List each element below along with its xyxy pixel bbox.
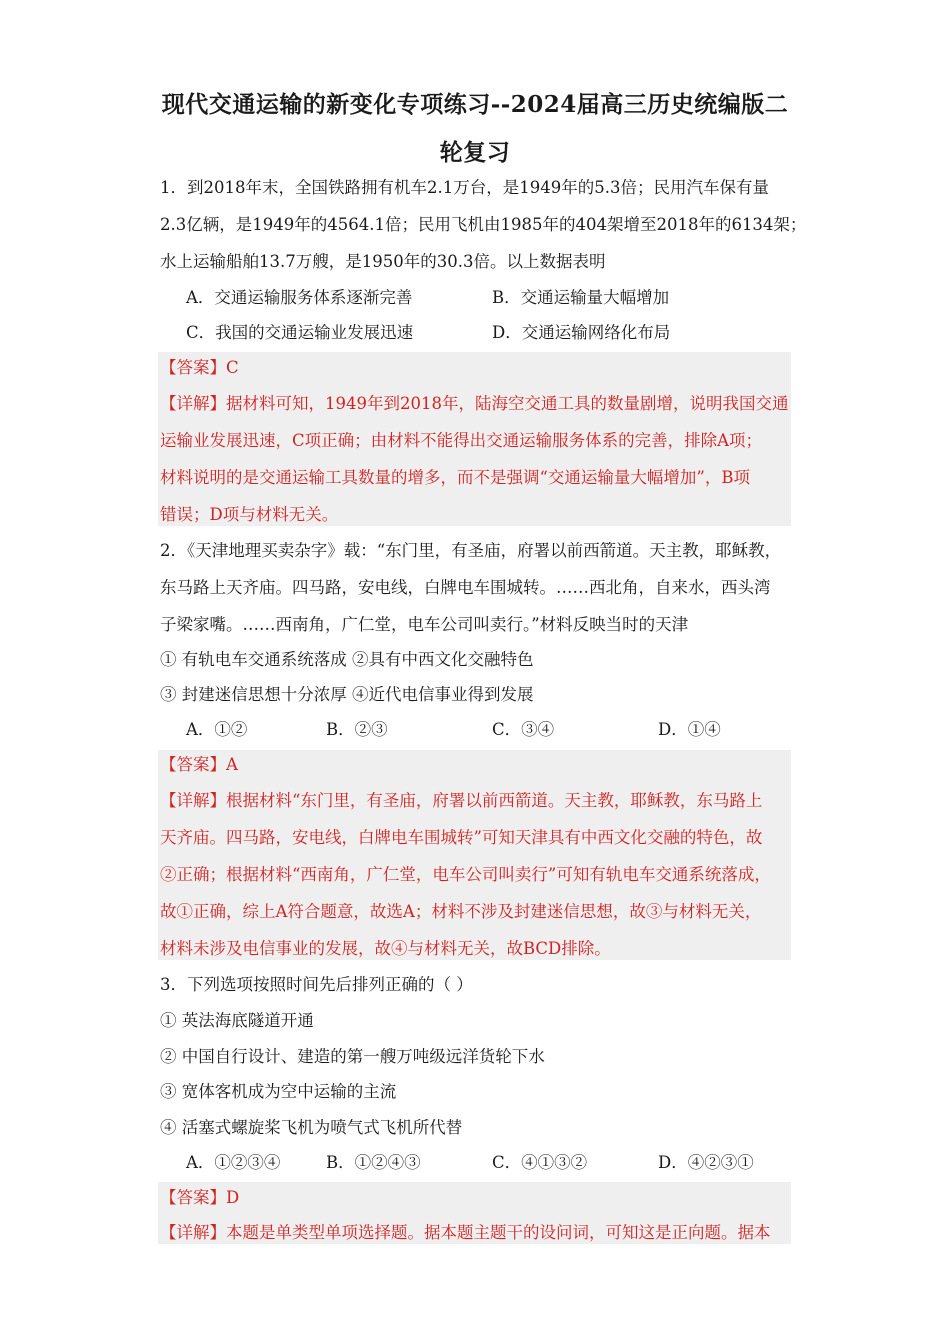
- q2-option-b: B．②③: [326, 720, 388, 739]
- q1-detail-line-4: 错误；D项与材料无关。: [160, 505, 339, 524]
- q3-stem: 3．下列选项按照时间先后排列正确的（ ）: [160, 975, 473, 994]
- page-title-continued: 轮复习: [439, 139, 511, 166]
- q3-item-1: ① 英法海底隧道开通: [160, 1011, 314, 1030]
- q1-stem-line-3: 水上运输船舶13.7万艘，是1950年的30.3倍。以上数据表明: [160, 252, 606, 271]
- q2-detail-line-1: 【详解】根据材料“东门里，有圣庙，府署以前西箭道。天主教，耶稣教，东马路上: [160, 791, 763, 810]
- q2-option-c: C．③④: [492, 720, 555, 739]
- q1-option-c: C．我国的交通运输业发展迅速: [186, 323, 414, 342]
- q2-option-d: D．①④: [658, 720, 721, 739]
- q3-option-d: D．④②③①: [658, 1153, 754, 1172]
- q2-detail-line-2: 天齐庙。四马路，安电线，白牌电车围城转”可知天津具有中西文化交融的特色，故: [160, 828, 763, 847]
- q1-option-d: D．交通运输网络化布局: [492, 323, 671, 342]
- q2-detail-line-3: ②正确；根据材料“西南角，广仁堂，电车公司叫卖行”可知有轨电车交通系统落成，: [160, 865, 771, 884]
- page-title: 现代交通运输的新变化专项练习--2024届高三历史统编版二: [161, 91, 789, 118]
- q2-answer-box: [158, 750, 791, 960]
- q3-answer: 【答案】D: [160, 1188, 240, 1207]
- q3-item-3: ③ 宽体客机成为空中运输的主流: [160, 1082, 397, 1101]
- q1-detail-line-2: 运输业发展迅速，C项正确；由材料不能得出交通运输服务体系的完善，排除A项；: [160, 431, 763, 450]
- q1-option-b: B．交通运输量大幅增加: [492, 288, 670, 307]
- q2-stem-line-2: 东马路上天齐庙。四马路，安电线，白牌电车围城转。……西北角，自来水，西头湾: [160, 578, 771, 597]
- q1-detail-line-1: 【详解】据材料可知，1949年到2018年，陆海空交通工具的数量剧增，说明我国交通: [160, 394, 789, 413]
- q1-option-a: A．交通运输服务体系逐渐完善: [186, 288, 413, 307]
- q3-detail-line-1: 【详解】本题是单类型单项选择题。据本题主题干的设问词，可知这是正向题。据本: [160, 1223, 771, 1242]
- q2-detail-line-5: 材料未涉及电信事业的发展，故④与材料无关，故BCD排除。: [160, 939, 611, 958]
- q2-answer: 【答案】A: [160, 755, 238, 774]
- q3-option-a: A．①②③④: [186, 1153, 281, 1172]
- q2-option-a: A．①②: [186, 720, 248, 739]
- q3-option-c: C．④①③②: [492, 1153, 588, 1172]
- q2-stem-line-3: 子梁家嘴。……西南角，广仁堂，电车公司叫卖行。”材料反映当时的天津: [160, 615, 689, 634]
- q2-stem-line-1: 2．《天津地理买卖杂字》载：“东门里，有圣庙，府署以前西箭道。天主教，耶稣教，: [160, 541, 782, 560]
- q2-statement-3-4: ③ 封建迷信思想十分浓厚 ④近代电信事业得到发展: [160, 685, 534, 704]
- q1-stem-line-2: 2.3亿辆，是1949年的4564.1倍；民用飞机由1985年的404架增至2018年的6134架；: [160, 215, 807, 234]
- q1-detail-line-3: 材料说明的是交通运输工具数量的增多，而不是强调“交通运输量大幅增加”，B项: [160, 468, 750, 487]
- q3-option-b: B．①②④③: [326, 1153, 421, 1172]
- q2-detail-line-4: 故①正确，综上A符合题意，故选A；材料不涉及封建迷信思想，故③与材料无关，: [160, 902, 762, 921]
- q3-item-4: ④ 活塞式螺旋桨飞机为喷气式飞机所代替: [160, 1118, 463, 1137]
- q3-item-2: ② 中国自行设计、建造的第一艘万吨级远洋货轮下水: [160, 1047, 545, 1066]
- q1-stem-line-1: 1．到2018年末，全国铁路拥有机车2.1万台，是1949年的5.3倍；民用汽车保有量: [160, 178, 769, 197]
- q2-statement-1-2: ① 有轨电车交通系统落成 ②具有中西文化交融特色: [160, 650, 534, 669]
- q1-answer: 【答案】C: [160, 358, 239, 377]
